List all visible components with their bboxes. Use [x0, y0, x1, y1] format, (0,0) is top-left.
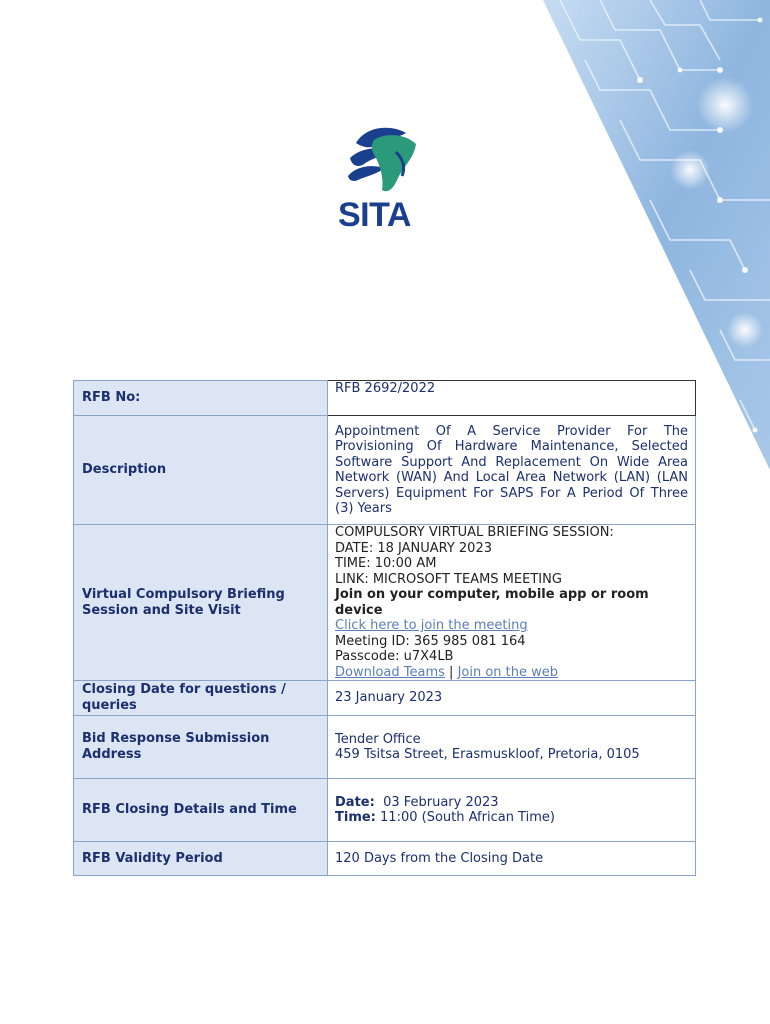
- table-row: [74, 716, 696, 779]
- closing-questions-label: Closing Date for questions / queries: [74, 681, 328, 716]
- join-device-text: Join on your computer, mobile app or room device: [335, 587, 649, 618]
- bid-response-office: Tender Office: [335, 731, 421, 747]
- closing-date-value: 03 February 2023: [383, 794, 499, 810]
- join-meeting-link[interactable]: Click here to join the meeting: [335, 618, 528, 633]
- closing-time-label: Time:: [335, 810, 376, 825]
- download-teams-link[interactable]: Download Teams: [335, 664, 445, 680]
- description-value: Appointment Of A Service Provider For The Provisioning Of Hardware Maintenance, Selected Software Support And Replacement On Wide Area Network (WAN) And Local Area Network (LAN) (LAN Servers) Equipment For SAPS For A Period Of Three (3) Years: [328, 416, 696, 525]
- bid-response-value: [328, 716, 696, 779]
- validity-value: 120 Days from the Closing Date: [328, 842, 696, 876]
- bid-response-address: 459 Tsitsa Street, Erasmuskloof, Pretoria, 0105: [335, 747, 640, 762]
- briefing-time-text: TIME: 10:00 AM: [335, 556, 437, 571]
- join-web-link[interactable]: Join on the web: [457, 664, 559, 680]
- table-row: [74, 779, 696, 842]
- briefing-session-text: COMPULSORY VIRTUAL BRIEFING SESSION:: [335, 525, 614, 540]
- closing-time-value: 11:00 (South African Time): [380, 810, 555, 825]
- bid-response-label: Bid Response Submission Address: [74, 716, 328, 779]
- passcode-text: Passcode: u7X4LB: [335, 649, 454, 664]
- validity-label: RFB Validity Period: [74, 842, 328, 876]
- link-separator: |: [449, 664, 454, 680]
- table-row: [74, 525, 696, 681]
- description-label: Description: [74, 416, 328, 525]
- meeting-id-text: Meeting ID: 365 985 081 164: [335, 633, 526, 649]
- briefing-label: Virtual Compulsory Briefing Session and Site Visit: [74, 525, 328, 681]
- table-row: [74, 681, 696, 716]
- closing-details-value: [328, 779, 696, 842]
- rfb-details-table: [73, 380, 696, 876]
- table-row: [74, 416, 696, 525]
- briefing-value: [328, 525, 696, 681]
- closing-questions-value: 23 January 2023: [328, 681, 696, 716]
- closing-details-label: RFB Closing Details and Time: [74, 779, 328, 842]
- rfb-no-label: RFB No:: [74, 381, 328, 416]
- rfb-no-value: RFB 2692/2022: [328, 381, 696, 416]
- sita-logo-text: SITA: [338, 196, 411, 234]
- closing-date-label: Date:: [335, 794, 375, 810]
- briefing-link-text: LINK: MICROSOFT TEAMS MEETING: [335, 571, 562, 587]
- table-row: [74, 842, 696, 876]
- table-row: [74, 381, 696, 416]
- briefing-date-text: DATE: 18 JANUARY 2023: [335, 540, 492, 556]
